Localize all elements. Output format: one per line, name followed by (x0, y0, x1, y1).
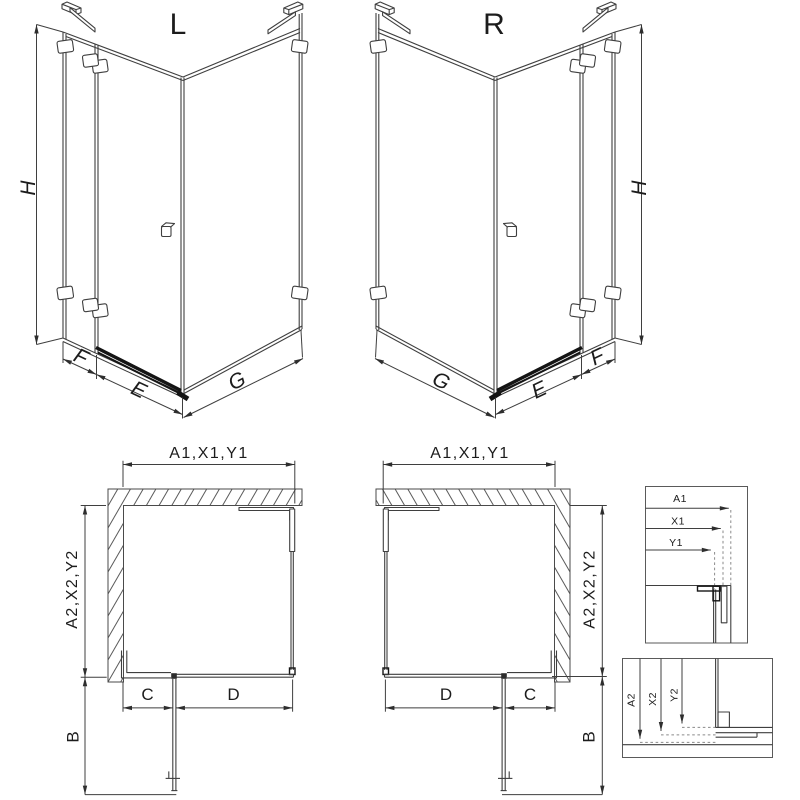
dim-label-height-right: H (628, 180, 651, 196)
detail-label-a1: A1 (673, 493, 687, 505)
profile-step-section (718, 712, 729, 727)
dim-label-fixed-segment-right: D (439, 685, 453, 704)
detail-box-depth (623, 659, 773, 758)
detail-label-y2: Y2 (668, 688, 681, 702)
detail-box-border (646, 487, 748, 644)
dim-label-door-segment-right: C (523, 685, 537, 704)
dim-label-entry-left: B (63, 731, 83, 743)
wall-profile-section (721, 586, 727, 623)
view-label-left: L (169, 8, 187, 41)
dim-label-depth-left: A2,X2,Y2 (64, 549, 81, 629)
dim-label-side-panel-right: G (428, 367, 454, 396)
detail-label-x1: X1 (671, 515, 685, 528)
dim-label-entry-right: B (579, 731, 599, 743)
view-label-right: R (483, 8, 505, 41)
plan-view-left (64, 445, 303, 795)
detail-label-x2: X2 (647, 692, 659, 706)
dim-label-fixed-segment-left: D (227, 685, 240, 704)
dim-label-door-segment-left: C (141, 685, 154, 704)
dim-label-door-left: E (127, 376, 150, 404)
dim-label-door-right: E (528, 376, 551, 404)
iso-view-left (17, 2, 308, 419)
detail-label-y1: Y1 (669, 537, 683, 549)
dim-label-wall-panel-left: F (70, 343, 92, 371)
dim-label-side-panel-left: G (224, 367, 250, 396)
iso-view-right (370, 2, 651, 419)
corner-bracket-section (698, 586, 721, 591)
dim-label-width-left: A1,X1,Y1 (169, 445, 249, 462)
plan-view-right (376, 445, 607, 795)
dim-label-depth-right: A2,X2,Y2 (581, 549, 599, 629)
dim-label-height-left: H (17, 180, 40, 196)
dim-label-width-right: A1,X1,Y1 (430, 445, 510, 462)
dim-label-wall-panel-right: F (586, 343, 608, 371)
detail-box-width (646, 487, 748, 644)
detail-label-a2: A2 (625, 693, 638, 707)
